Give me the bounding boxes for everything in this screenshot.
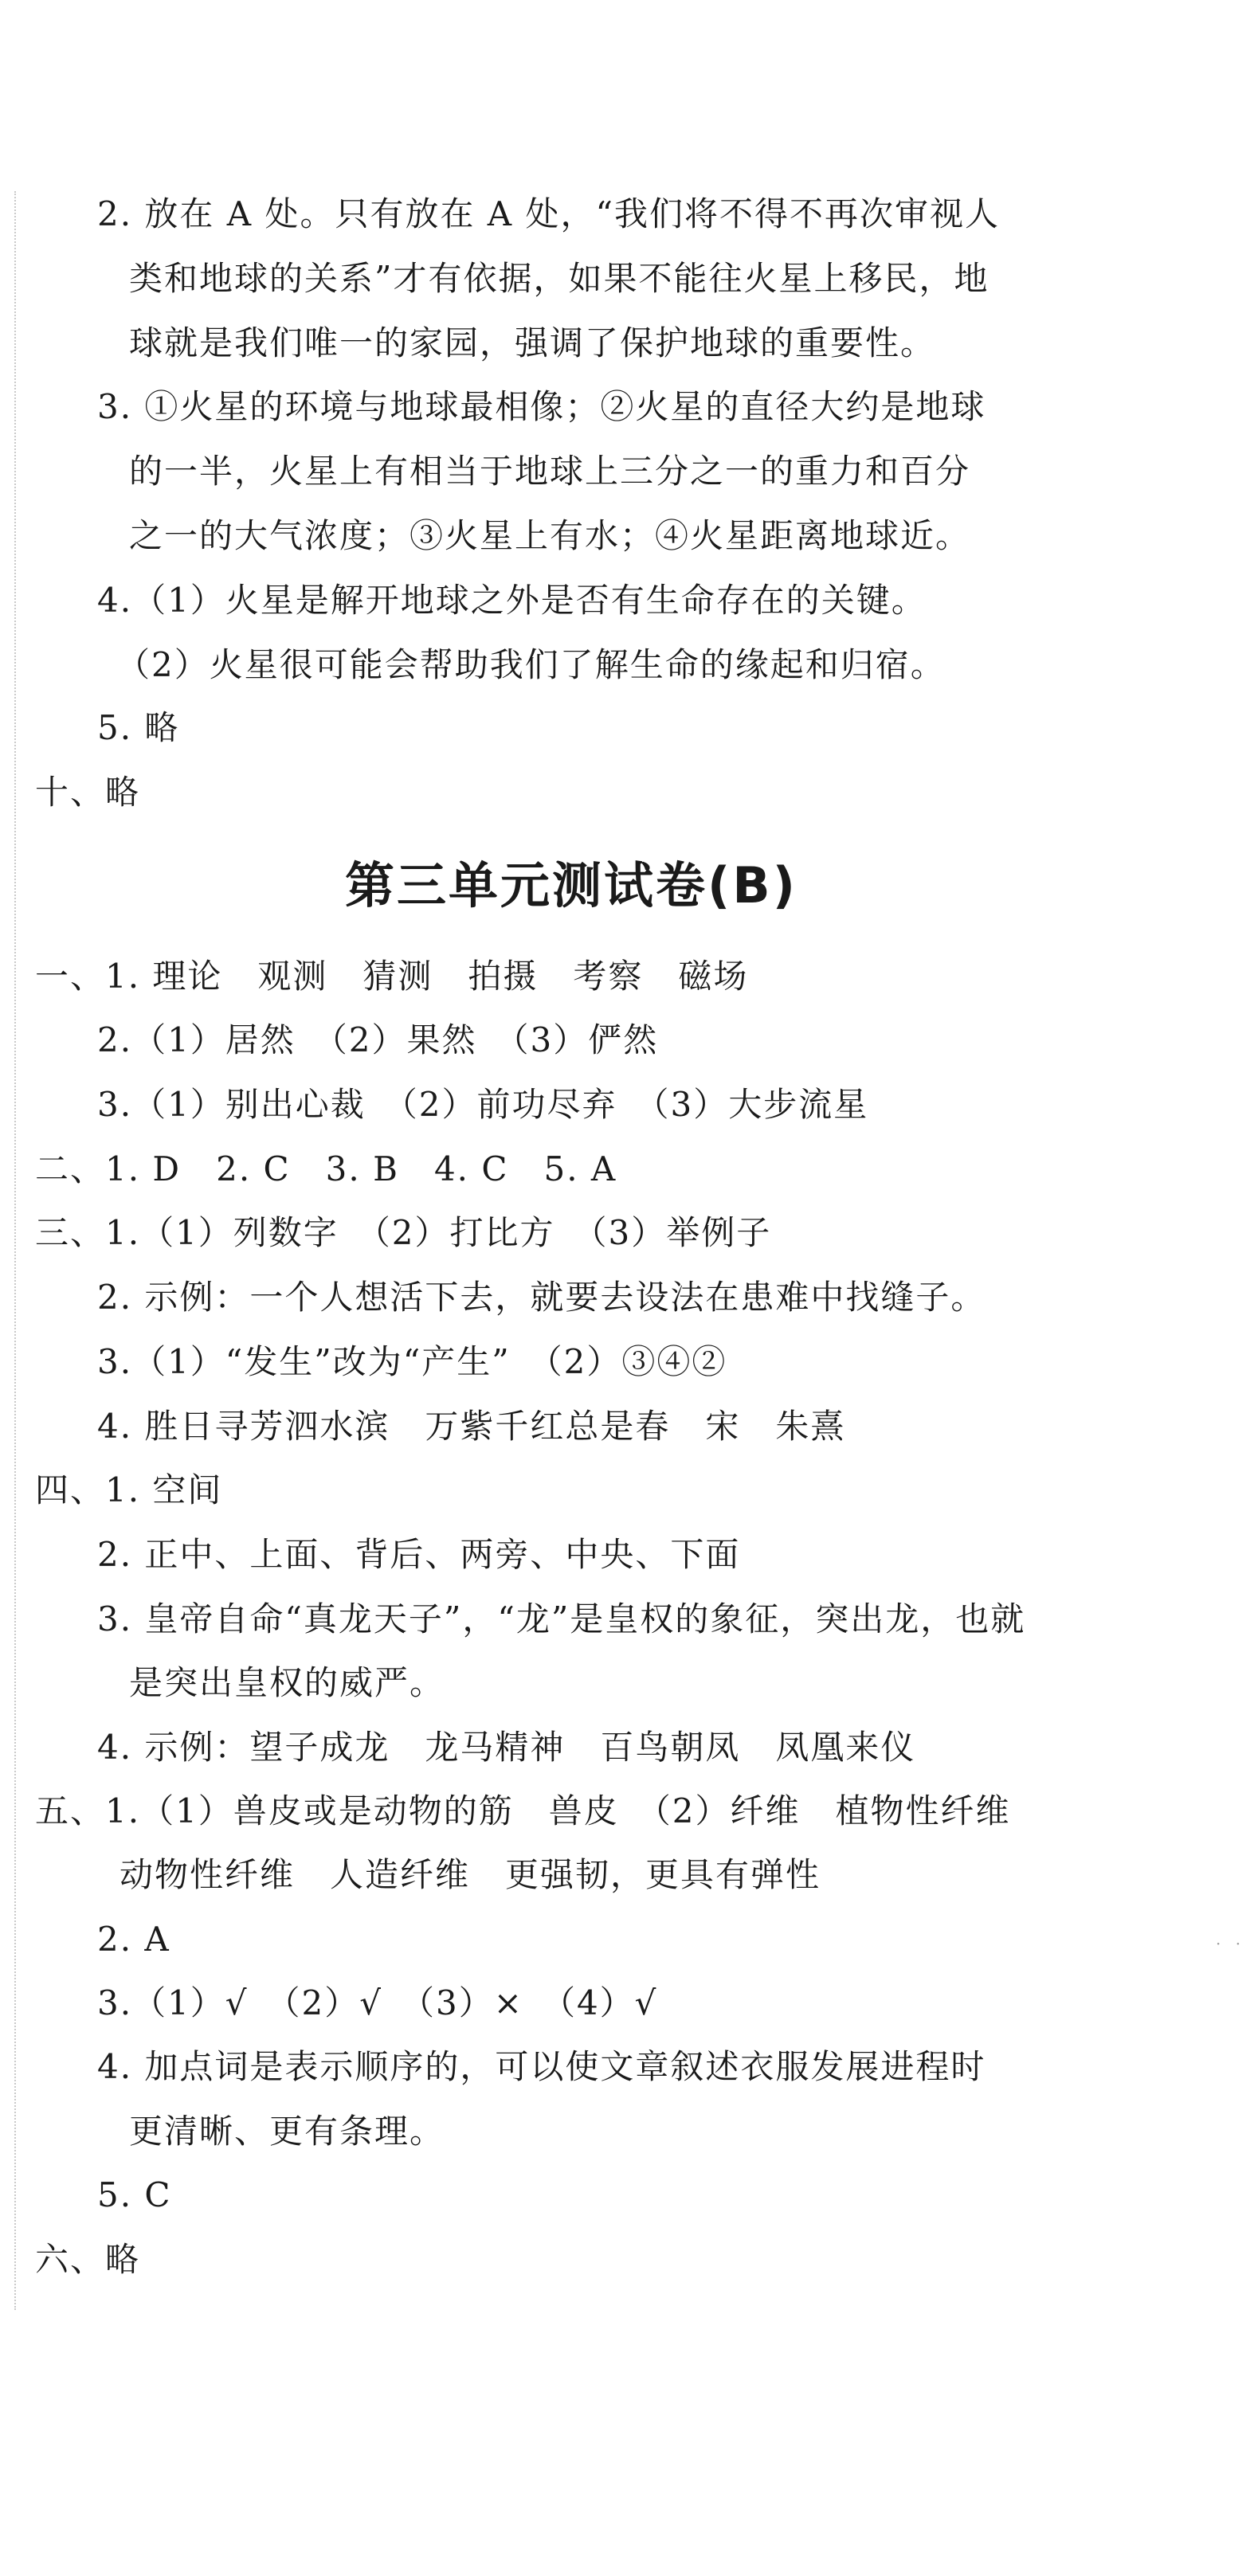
answer-line: 球就是我们唯一的家园，强调了保护地球的重要性。 [129,323,936,362]
answer-line: 二、1. D 2. C 3. B 4. C 5. A [35,1149,617,1188]
answer-line: 3. ①火星的环境与地球最相像；②火星的直径大约是地球 [97,387,986,426]
answer-line: （2）火星很可能会帮助我们了解生命的缘起和归宿。 [116,645,946,684]
answer-line: 5. C [97,2175,172,2214]
answer-line: 之一的大气浓度；③火星上有水；④火星距离地球近。 [129,516,971,555]
answer-line: 2. 放在 A 处。只有放在 A 处，“我们将不得不再次审视人 [97,194,1000,233]
answer-line: 三、1.（1）列数字 （2）打比方 （3）举例子 [35,1213,772,1252]
answer-line: 3. 皇帝自命“真龙天子”，“龙”是皇权的象征，突出龙，也就 [97,1599,1026,1638]
answer-line: 一、1. 理论 观测 猜测 拍摄 考察 磁场 [35,957,749,996]
answer-line: 类和地球的关系”才有依据，如果不能往火星上移民，地 [129,259,989,298]
answer-line: 2. A [97,1920,170,1959]
answer-line: 5. 略 [97,708,180,747]
answer-line: 4. 示例：望子成龙 龙马精神 百鸟朝凤 凤凰来仪 [97,1728,916,1767]
left-margin-rule [14,191,16,2310]
answer-line: 六、略 [35,2240,141,2279]
answer-line: 4. 胜日寻芳泗水滨 万紫千红总是春 宋 朱熹 [97,1407,846,1446]
answer-line: 四、1. 空间 [35,1470,223,1509]
answer-line: 更清晰、更有条理。 [129,2112,445,2151]
answer-line: 是突出皇权的威严。 [129,1663,445,1702]
answer-line: 2. 示例：一个人想活下去，就要去设法在患难中找缝子。 [97,1278,986,1317]
answer-line: 的一半，火星上有相当于地球上三分之一的重力和百分 [129,452,971,491]
answer-line: 五、1.（1）兽皮或是动物的筋 兽皮 （2）纤维 植物性纤维 [35,1791,1011,1830]
answer-line: 4.（1）火星是解开地球之外是否有生命存在的关键。 [97,581,927,620]
scan-speck: · · [1216,1934,1246,1953]
answer-line: 2.（1）居然 （2）果然 （3）俨然 [97,1020,659,1059]
answer-line: 动物性纤维 人造纤维 更强韧，更具有弹性 [120,1855,821,1894]
section-title: 第三单元测试卷(B) [345,856,797,914]
answer-line: 4. 加点词是表示顺序的，可以使文章叙述衣服发展进程时 [97,2047,986,2086]
answer-line: 3.（1）√ （2）√ （3）× （4）√ [97,1983,658,2022]
answer-line: 3.（1）别出心裁 （2）前功尽弃 （3）大步流星 [97,1085,869,1124]
answer-line: 2. 正中、上面、背后、两旁、中央、下面 [97,1535,741,1574]
answer-line: 3.（1）“发生”改为“产生” （2）③④② [97,1342,727,1381]
answer-line: 十、略 [35,773,141,812]
